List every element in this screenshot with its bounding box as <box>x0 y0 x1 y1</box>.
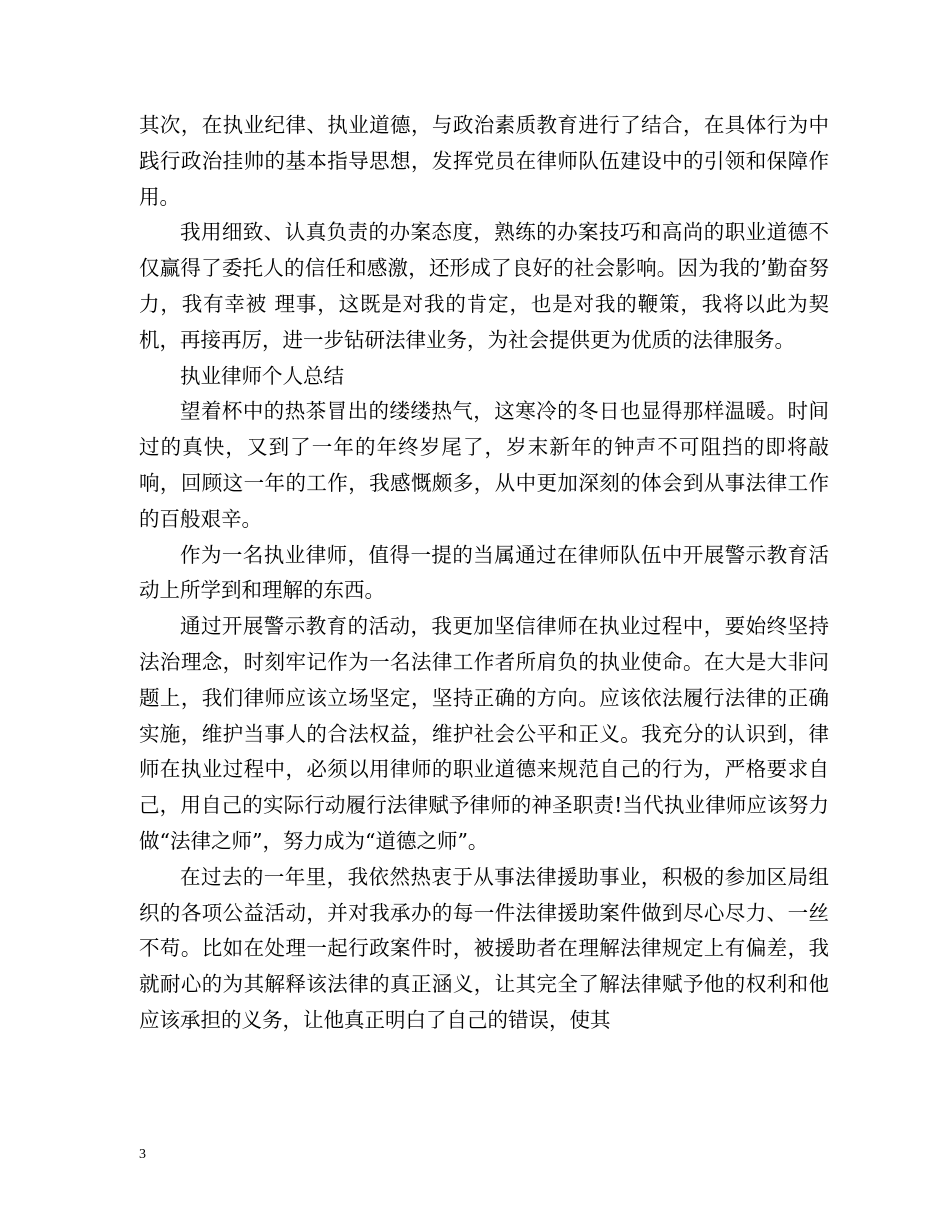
paragraph-2: 我用细致、认真负责的办案态度，熟练的办案技巧和高尚的职业道德不仅赢得了委托人的信任和感激，还形成了良好的社会影响。因为我的’勤奋努力，我有幸被 理事，这既是对我的肯定，也是对我的鞭策，我将以此为契机，再接再厉，进一步钻研法律业务，为社会提供更为优质的法律服务。 <box>139 220 829 352</box>
paragraph-4: 作为一名执业律师，值得一提的当属通过在律师队伍中开展警示教育活动上所学到和理解的东西。 <box>139 542 829 603</box>
paragraph-5: 通过开展警示教育的活动，我更加坚信律师在执业过程中，要始终坚持法治理念，时刻牢记作为一名法律工作者所肩负的执业使命。在大是大非问题上，我们律师应该立场坚定，坚持正确的方向。应该依法履行法律的正确实施，维护当事人的合法权益，维护社会公平和正义。我充分的认识到，律师在执业过程中，必须以用律师的职业道德来规范自己的行为，严格要求自己，用自己的实际行动履行法律赋予律师的神圣职责!当代执业律师应该努力做“法律之师”，努力成为“道德之师”。 <box>139 614 829 853</box>
section-heading: 执业律师个人总结 <box>180 363 344 388</box>
paragraph-3: 望着杯中的热茶冒出的缕缕热气，这寒冷的冬日也显得那样温暖。时间过的真快，又到了一年的年终岁尾了，岁末新年的钟声不可阻挡的即将敲响，回顾这一年的工作，我感慨颇多，从中更加深刻的体会到从事法律工作的百般艰辛。 <box>139 399 829 531</box>
paragraph-1: 其次，在执业纪律、执业道德，与政治素质教育进行了结合，在具体行为中践行政治挂帅的基本指导思想，发挥党员在律师队伍建设中的引领和保障作用。 <box>139 113 829 209</box>
page-number: 3 <box>139 1147 146 1162</box>
document-body <box>139 108 829 1039</box>
paragraph-6: 在过去的一年里，我依然热衷于从事法律援助事业，积极的参加区局组织的各项公益活动，并对我承办的每一件法律援助案件做到尽心尽力、一丝不苟。比如在处理一起行政案件时，被援助者在理解法律规定上有偏差，我就耐心的为其解释该法律的真正涵义，让其完全了解法律赋予他的权利和他应该承担的义务，让他真正明白了自己的错误，使其 <box>139 864 829 1032</box>
